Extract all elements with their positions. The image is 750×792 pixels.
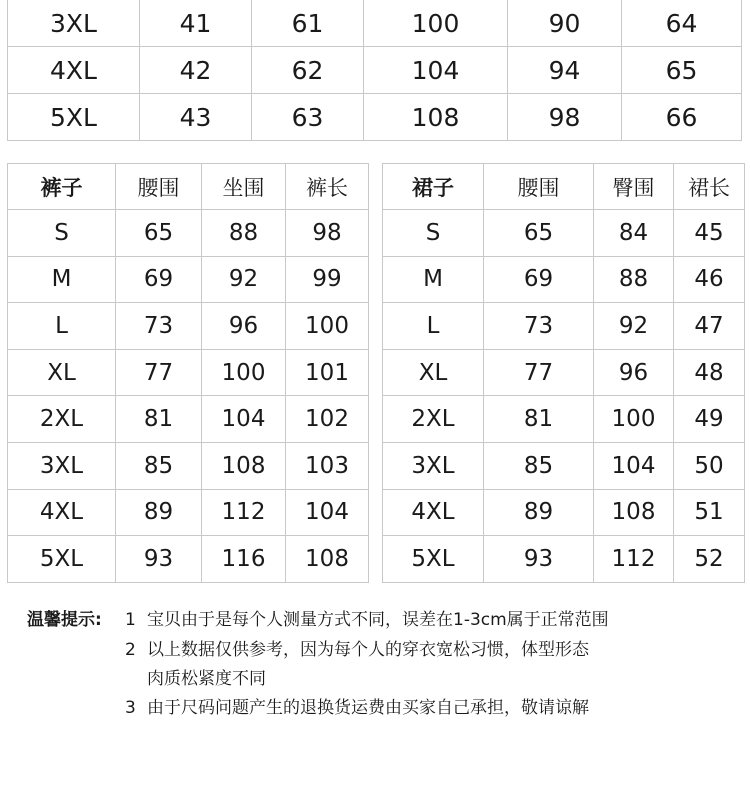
- column-header: 裤长: [286, 164, 369, 210]
- skirt-size-table: [382, 163, 745, 583]
- column-header: 裙长: [674, 164, 745, 210]
- measure-cell: 77: [484, 349, 594, 396]
- tip-number: 3: [125, 698, 136, 718]
- measure-cell: 96: [202, 303, 286, 350]
- tip-number: 2: [125, 640, 136, 660]
- measure-cell: 65: [622, 47, 742, 94]
- pants-size-table: [7, 163, 369, 583]
- measure-cell: 43: [140, 94, 252, 141]
- size-cell: L: [383, 303, 484, 350]
- top-size-table-body: [8, 0, 742, 141]
- measure-cell: 81: [484, 396, 594, 443]
- measure-cell: 88: [594, 256, 674, 303]
- measure-cell: 73: [484, 303, 594, 350]
- measure-cell: 108: [364, 94, 508, 141]
- measure-cell: 100: [286, 303, 369, 350]
- measure-cell: 100: [364, 0, 508, 47]
- table-row: [8, 489, 369, 536]
- measure-cell: 61: [252, 0, 364, 47]
- measure-cell: 89: [116, 489, 202, 536]
- measure-cell: 93: [484, 536, 594, 583]
- tip-text: 宝贝由于是每个人测量方式不同，误差在1-3cm属于正常范围: [147, 610, 609, 630]
- size-cell: L: [8, 303, 116, 350]
- measure-cell: 108: [594, 489, 674, 536]
- measure-cell: 65: [484, 210, 594, 257]
- measure-cell: 77: [116, 349, 202, 396]
- measure-cell: 98: [508, 94, 622, 141]
- tip-item: [125, 636, 589, 694]
- measure-cell: 112: [202, 489, 286, 536]
- size-cell: 3XL: [8, 0, 140, 47]
- measure-cell: 101: [286, 349, 369, 396]
- measure-cell: 64: [622, 0, 742, 47]
- measure-cell: 102: [286, 396, 369, 443]
- measure-cell: 42: [140, 47, 252, 94]
- size-cell: M: [383, 256, 484, 303]
- measure-cell: 104: [202, 396, 286, 443]
- size-cell: XL: [383, 349, 484, 396]
- measure-cell: 69: [116, 256, 202, 303]
- column-header: 腰围: [116, 164, 202, 210]
- measure-cell: 49: [674, 396, 745, 443]
- measure-cell: 99: [286, 256, 369, 303]
- skirt-header-row: [383, 164, 745, 210]
- tip-number: 1: [125, 610, 136, 630]
- size-cell: 4XL: [8, 47, 140, 94]
- measure-cell: 85: [116, 442, 202, 489]
- measure-cell: 62: [252, 47, 364, 94]
- tip-item: [125, 606, 609, 635]
- column-header: 裤子: [8, 164, 116, 210]
- tip-text: 由于尺码问题产生的退换货运费由买家自己承担，敬请谅解: [147, 698, 589, 718]
- measure-cell: 89: [484, 489, 594, 536]
- measure-cell: 81: [116, 396, 202, 443]
- column-header: 臀围: [594, 164, 674, 210]
- table-row: [383, 536, 745, 583]
- table-row: [8, 94, 742, 141]
- measure-cell: 92: [202, 256, 286, 303]
- measure-cell: 96: [594, 349, 674, 396]
- skirt-size-table-body: [383, 210, 745, 583]
- pants-header-row: [8, 164, 369, 210]
- table-row: [383, 210, 745, 257]
- column-header: 腰围: [484, 164, 594, 210]
- measure-cell: 88: [202, 210, 286, 257]
- table-row: [8, 0, 742, 47]
- measure-cell: 116: [202, 536, 286, 583]
- size-cell: 3XL: [383, 442, 484, 489]
- tip-text: 以上数据仅供参考，因为每个人的穿衣宽松习惯，体型形态: [147, 640, 589, 660]
- size-cell: XL: [8, 349, 116, 396]
- measure-cell: 103: [286, 442, 369, 489]
- measure-cell: 73: [116, 303, 202, 350]
- table-row: [383, 489, 745, 536]
- table-row: [8, 349, 369, 396]
- size-cell: 5XL: [383, 536, 484, 583]
- measure-cell: 104: [286, 489, 369, 536]
- measure-cell: 48: [674, 349, 745, 396]
- measure-cell: 45: [674, 210, 745, 257]
- measure-cell: 50: [674, 442, 745, 489]
- measure-cell: 46: [674, 256, 745, 303]
- tip-text-continued: 肉质松紧度不同: [147, 669, 266, 689]
- table-row: [383, 442, 745, 489]
- measure-cell: 41: [140, 0, 252, 47]
- table-row: [8, 442, 369, 489]
- size-cell: S: [8, 210, 116, 257]
- tips-label: 温馨提示:: [27, 610, 102, 630]
- size-cell: 4XL: [8, 489, 116, 536]
- measure-cell: 100: [594, 396, 674, 443]
- size-cell: 2XL: [383, 396, 484, 443]
- measure-cell: 85: [484, 442, 594, 489]
- table-row: [383, 396, 745, 443]
- table-row: [8, 210, 369, 257]
- size-cell: 5XL: [8, 536, 116, 583]
- measure-cell: 92: [594, 303, 674, 350]
- measure-cell: 104: [364, 47, 508, 94]
- column-header: 裙子: [383, 164, 484, 210]
- measure-cell: 69: [484, 256, 594, 303]
- measure-cell: 51: [674, 489, 745, 536]
- column-header: 坐围: [202, 164, 286, 210]
- table-row: [8, 303, 369, 350]
- size-cell: M: [8, 256, 116, 303]
- measure-cell: 108: [286, 536, 369, 583]
- size-cell: 2XL: [8, 396, 116, 443]
- pants-size-table-body: [8, 210, 369, 583]
- size-cell: 5XL: [8, 94, 140, 141]
- top-size-table: [7, 0, 742, 141]
- measure-cell: 100: [202, 349, 286, 396]
- table-row: [383, 303, 745, 350]
- size-cell: 4XL: [383, 489, 484, 536]
- measure-cell: 63: [252, 94, 364, 141]
- measure-cell: 98: [286, 210, 369, 257]
- size-cell: 3XL: [8, 442, 116, 489]
- measure-cell: 108: [202, 442, 286, 489]
- table-row: [383, 349, 745, 396]
- measure-cell: 93: [116, 536, 202, 583]
- table-row: [8, 396, 369, 443]
- measure-cell: 112: [594, 536, 674, 583]
- measure-cell: 84: [594, 210, 674, 257]
- measure-cell: 47: [674, 303, 745, 350]
- table-row: [8, 47, 742, 94]
- measure-cell: 104: [594, 442, 674, 489]
- table-row: [383, 256, 745, 303]
- tip-item: [125, 694, 589, 723]
- measure-cell: 65: [116, 210, 202, 257]
- table-row: [8, 256, 369, 303]
- measure-cell: 94: [508, 47, 622, 94]
- measure-cell: 52: [674, 536, 745, 583]
- measure-cell: 66: [622, 94, 742, 141]
- size-cell: S: [383, 210, 484, 257]
- measure-cell: 90: [508, 0, 622, 47]
- table-row: [8, 536, 369, 583]
